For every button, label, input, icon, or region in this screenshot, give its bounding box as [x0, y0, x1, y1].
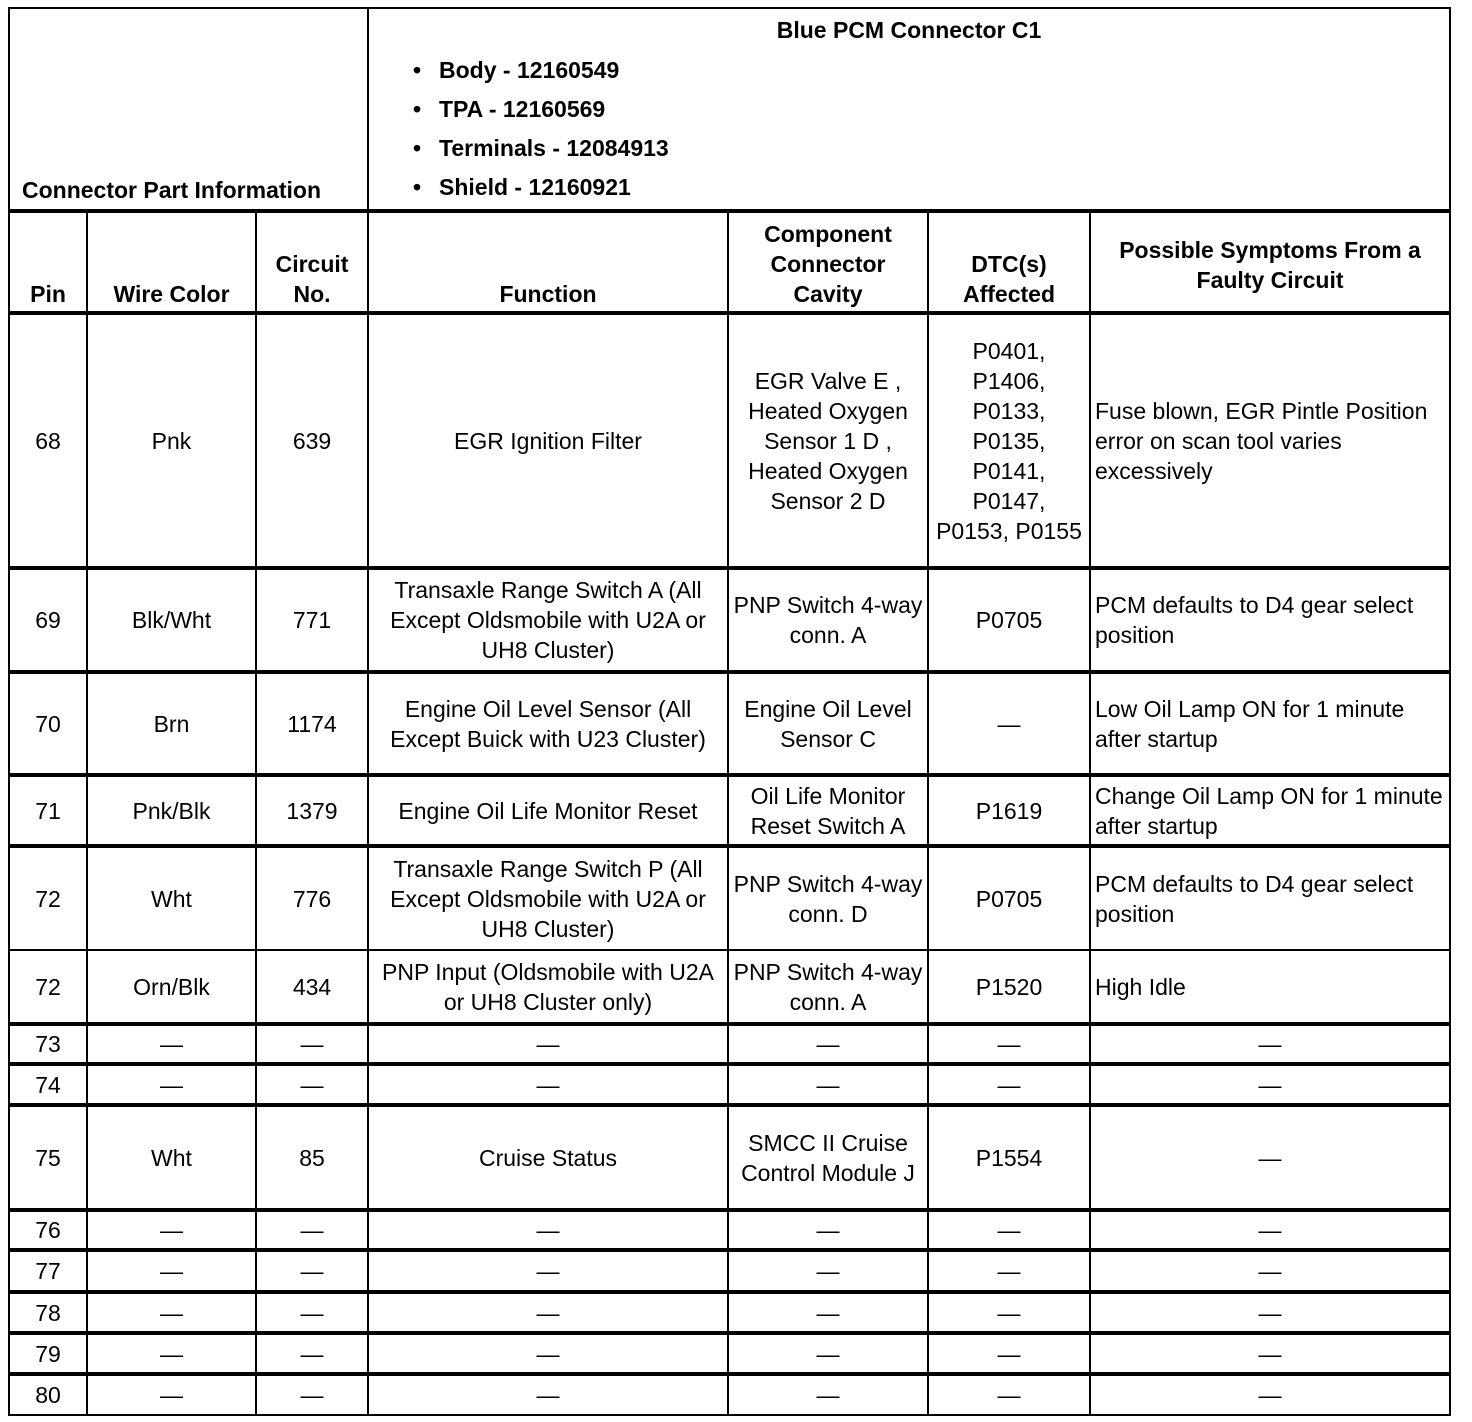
function-cell: Engine Oil Life Monitor Reset — [368, 775, 728, 846]
wire-color-cell: Wht — [87, 846, 256, 950]
wire-color-cell: — — [87, 1333, 256, 1374]
cavity-cell: EGR Valve E , Heated Oxygen Sensor 1 D , Heated Oxygen Sensor 2 D — [728, 313, 928, 568]
connector-title: Blue PCM Connector C1 — [776, 17, 1042, 43]
function-cell: PNP Input (Oldsmobile with U2A or UH8 Cluster only) — [368, 950, 728, 1024]
function-cell: — — [368, 1024, 728, 1064]
table-row — [9, 1105, 1450, 1210]
symptom-cell: — — [1090, 1250, 1450, 1292]
table-row — [9, 313, 1450, 568]
cavity-cell: — — [728, 1064, 928, 1105]
cavity-cell: Oil Life Monitor Reset Switch A — [728, 775, 928, 846]
cavity-cell: Engine Oil Level Sensor C — [728, 672, 928, 775]
connector-part-info — [368, 8, 1450, 211]
header-function: Function — [368, 211, 728, 313]
function-cell: — — [368, 1250, 728, 1292]
table-row — [9, 950, 1450, 1024]
symptom-cell: High Idle — [1090, 950, 1450, 1024]
circuit-cell: 1379 — [256, 775, 368, 846]
cavity-cell: PNP Switch 4-way conn. A — [728, 568, 928, 672]
dtc-cell: — — [928, 1333, 1090, 1374]
table-row — [9, 1024, 1450, 1064]
dtc-cell: — — [928, 672, 1090, 775]
wire-color-cell: — — [87, 1250, 256, 1292]
circuit-cell: 1174 — [256, 672, 368, 775]
circuit-cell: 85 — [256, 1105, 368, 1210]
cavity-cell: — — [728, 1210, 928, 1250]
cavity-cell: PNP Switch 4-way conn. A — [728, 950, 928, 1024]
cavity-cell: — — [728, 1333, 928, 1374]
dtc-cell: P1619 — [928, 775, 1090, 846]
connector-parts-list — [373, 51, 1445, 207]
table-row — [9, 1292, 1450, 1333]
function-cell: Transaxle Range Switch P (All Except Oldsmobile with U2A or UH8 Cluster) — [368, 846, 728, 950]
cavity-cell: — — [728, 1292, 928, 1333]
pin-cell: 70 — [9, 672, 87, 775]
circuit-cell: 434 — [256, 950, 368, 1024]
pin-cell: 74 — [9, 1064, 87, 1105]
function-cell: EGR Ignition Filter — [368, 313, 728, 568]
symptom-cell: Fuse blown, EGR Pintle Position error on scan tool varies excessively — [1090, 313, 1450, 568]
pin-cell: 76 — [9, 1210, 87, 1250]
symptom-cell: — — [1090, 1024, 1450, 1064]
symptom-cell: PCM defaults to D4 gear select position — [1090, 846, 1450, 950]
dtc-cell: P1554 — [928, 1105, 1090, 1210]
part-item — [413, 51, 1445, 90]
cavity-cell: — — [728, 1024, 928, 1064]
circuit-cell: — — [256, 1064, 368, 1105]
dtc-cell: — — [928, 1292, 1090, 1333]
wire-color-cell: — — [87, 1374, 256, 1415]
dtc-cell: — — [928, 1024, 1090, 1064]
dtc-cell: P0705 — [928, 846, 1090, 950]
connector-info-row — [9, 8, 1450, 211]
wire-color-cell: Blk/Wht — [87, 568, 256, 672]
connector-part-info-label: Connector Part Information — [9, 8, 368, 211]
circuit-cell: — — [256, 1250, 368, 1292]
circuit-cell: 771 — [256, 568, 368, 672]
table-row — [9, 1374, 1450, 1415]
pin-cell: 72 — [9, 950, 87, 1024]
circuit-cell: 639 — [256, 313, 368, 568]
pin-cell: 79 — [9, 1333, 87, 1374]
table-row — [9, 846, 1450, 950]
part-item — [413, 90, 1445, 129]
header-pin: Pin — [9, 211, 87, 313]
part-item — [413, 129, 1445, 168]
symptom-cell: — — [1090, 1064, 1450, 1105]
table-row — [9, 775, 1450, 846]
part-text: Shield - 12160921 — [439, 174, 631, 200]
table-row — [9, 1250, 1450, 1292]
table-row — [9, 672, 1450, 775]
circuit-cell: 776 — [256, 846, 368, 950]
circuit-cell: — — [256, 1024, 368, 1064]
table-row — [9, 1064, 1450, 1105]
function-cell: — — [368, 1292, 728, 1333]
header-wire-color: Wire Color — [87, 211, 256, 313]
bullet-icon: • — [413, 96, 422, 122]
dtc-cell: P0705 — [928, 568, 1090, 672]
part-text: Body - 12160549 — [439, 57, 620, 83]
circuit-cell: — — [256, 1374, 368, 1415]
function-cell: — — [368, 1333, 728, 1374]
symptom-cell: Change Oil Lamp ON for 1 minute after startup — [1090, 775, 1450, 846]
symptom-cell: — — [1090, 1333, 1450, 1374]
function-cell: Cruise Status — [368, 1105, 728, 1210]
dtc-cell: — — [928, 1210, 1090, 1250]
part-text: TPA - 12160569 — [439, 96, 606, 122]
pin-cell: 68 — [9, 313, 87, 568]
symptom-cell: — — [1090, 1105, 1450, 1210]
function-cell: Transaxle Range Switch A (All Except Oldsmobile with U2A or UH8 Cluster) — [368, 568, 728, 672]
dtc-cell: — — [928, 1064, 1090, 1105]
cavity-cell: — — [728, 1374, 928, 1415]
function-cell: — — [368, 1374, 728, 1415]
header-row — [9, 211, 1450, 313]
symptom-cell: — — [1090, 1292, 1450, 1333]
wire-color-cell: — — [87, 1024, 256, 1064]
part-item — [413, 168, 1445, 207]
function-cell: — — [368, 1064, 728, 1105]
wire-color-cell: Brn — [87, 672, 256, 775]
dtc-cell: P0401, P1406, P0133, P0135, P0141, P0147, P0153, P0155 — [928, 313, 1090, 568]
connector-pin-table — [8, 7, 1451, 1416]
cavity-cell: PNP Switch 4-way conn. D — [728, 846, 928, 950]
pin-cell: 80 — [9, 1374, 87, 1415]
header-dtc: DTC(s) Affected — [928, 211, 1090, 313]
pin-cell: 73 — [9, 1024, 87, 1064]
pin-cell: 77 — [9, 1250, 87, 1292]
wire-color-cell: Orn/Blk — [87, 950, 256, 1024]
dtc-cell: P1520 — [928, 950, 1090, 1024]
circuit-cell: — — [256, 1292, 368, 1333]
pin-cell: 71 — [9, 775, 87, 846]
pin-cell: 75 — [9, 1105, 87, 1210]
wire-color-cell: — — [87, 1210, 256, 1250]
cavity-cell: — — [728, 1250, 928, 1292]
bullet-icon: • — [413, 135, 422, 161]
function-cell: Engine Oil Level Sensor (All Except Buick with U23 Cluster) — [368, 672, 728, 775]
function-cell: — — [368, 1210, 728, 1250]
dtc-cell: — — [928, 1250, 1090, 1292]
symptom-cell: — — [1090, 1374, 1450, 1415]
circuit-cell: — — [256, 1210, 368, 1250]
dtc-cell: — — [928, 1374, 1090, 1415]
header-cavity: Component Connector Cavity — [728, 211, 928, 313]
table-row — [9, 568, 1450, 672]
header-symptoms: Possible Symptoms From a Faulty Circuit — [1090, 211, 1450, 313]
pin-cell: 78 — [9, 1292, 87, 1333]
wire-color-cell: — — [87, 1292, 256, 1333]
pin-cell: 72 — [9, 846, 87, 950]
wire-color-cell: Pnk/Blk — [87, 775, 256, 846]
symptom-cell: — — [1090, 1210, 1450, 1250]
wire-color-cell: Pnk — [87, 313, 256, 568]
bullet-icon: • — [413, 174, 422, 200]
symptom-cell: Low Oil Lamp ON for 1 minute after startup — [1090, 672, 1450, 775]
circuit-cell: — — [256, 1333, 368, 1374]
symptom-cell: PCM defaults to D4 gear select position — [1090, 568, 1450, 672]
pin-cell: 69 — [9, 568, 87, 672]
table-row — [9, 1333, 1450, 1374]
header-circuit: Circuit No. — [256, 211, 368, 313]
part-text: Terminals - 12084913 — [439, 135, 669, 161]
cavity-cell: SMCC II Cruise Control Module J — [728, 1105, 928, 1210]
table-row — [9, 1210, 1450, 1250]
wire-color-cell: — — [87, 1064, 256, 1105]
bullet-icon: • — [413, 57, 422, 83]
wire-color-cell: Wht — [87, 1105, 256, 1210]
